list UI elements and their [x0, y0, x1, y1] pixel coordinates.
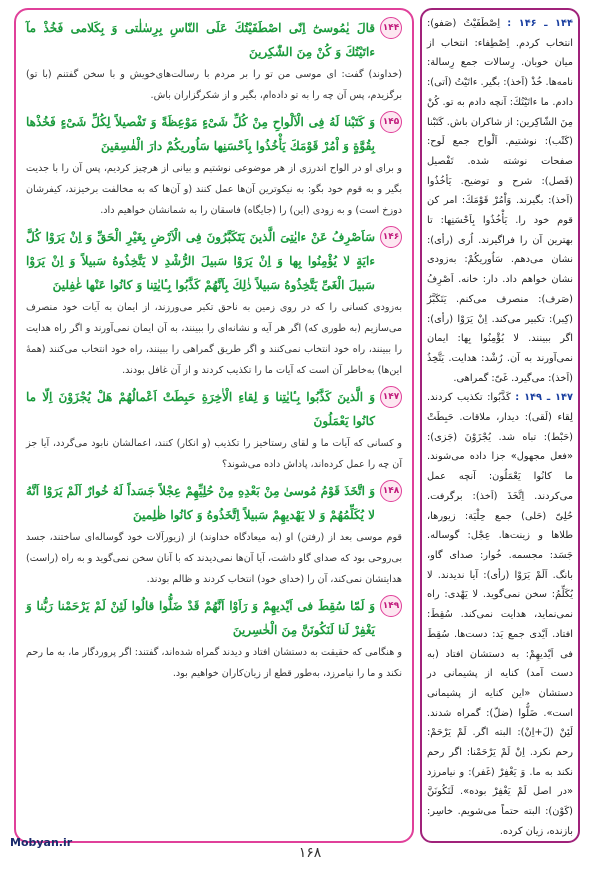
verse-number-badge: ۱۴۵	[380, 111, 402, 133]
verse-number-badge: ۱۴۹	[380, 595, 402, 617]
verses-panel	[14, 8, 414, 843]
glossary-heading: ۱۴۴ ـ ۱۴۶ :	[507, 18, 573, 29]
verse-row	[26, 479, 402, 527]
verse-block	[26, 110, 402, 221]
verse-translation: (خداوند) گفت: اى موسى من تو را بر مردم با رسالت‌هاى‌خويش و با سخن گفتنم (با تو) برگزيدم، پس آن چه را به تو داده‌ام، بگير و از شكرگزاران باش.	[26, 69, 402, 101]
verse-row	[26, 110, 402, 158]
glossary-text: كَذَّبُوا: تكذيب كردند. لِقاء (لَقى): ديدار، ملاقات. حَبِطَتْ (حَبْط): تباه شد. يُجْزَوْنَ (جَزى): «فعل مجهول» جزا داده مى‌شوند. ما كانُوا يَعْمَلُون: آنچه عمل مى‌كردند. اِتَّخَذَ (اَخذ): برگرفت. حُلِىّ (حَلى) جمع حِلْيَة: زيورها، طلاها و زينت‌ها. عِجْل: گوساله. جَسَد: مجسمه. خُوار: صداى گاو، بانگ. اَلَمْ يَرَوْا (رأى): آيا نديدند. لا يُكَلِّمُ: سخن نمى‌گويد. لا يَهْدى: راه نمى‌نمايد، هدايت نمى‌كند. سُقِطَ: افتاد. اَيْدى جمع يَد: دست‌ها. سُقِطَ فى اَيْديهِمْ: به دستشان افتاد (به دست آمد) كنايه از پشيمانى در دستشان «اين كنايه از پشيمانى است». ضَلُّوا (ضلّ): گمراه شدند. لَئِنْ (لَ+اِنْ): البته اگر. لَمْ يَرْحَمْ: رحم نكرد. اِنْ لَمْ يَرْحَمْنا: اگر رحم نكند به ما. وَ يَغْفِرْ (غَفر): و نيامرزد «در اصل لَمْ يَغْفِرْ بوده». لَنَكُونَنَّ (كَوْن): البته حتماً مى‌شويم. خاسِر: بازنده، زيان كرده.	[427, 392, 573, 837]
verse-translation: قوم موسى بعد از (رفتن) او (به ميعادگاه خداوند) از (زيورآلات خود گوساله‌اى ساختند، جسد بى‌روحى بود كه صداى گاو داشت، آيا آن‌ها نمى‌ديدند كه با آنان سخن نمى‌گويد و به راه (راست) هدايتشان نمى‌كند، آن را (خداى خود) انتخاب كردند و ظالم بودند.	[26, 532, 402, 585]
page-number: ۱۶۸	[298, 845, 322, 861]
verse-number-badge: ۱۴۷	[380, 386, 402, 408]
glossary-heading: ۱۴۷ ـ ۱۴۹ :	[515, 392, 573, 404]
site-watermark: Mobyan.ir	[10, 836, 73, 849]
verse-translation: و هنگامى كه حقيقت به دستشان افتاد و ديدند گمراه شده‌اند، گفتند: اگر پروردگار ما، به ما رحم نكند و ما را نيامرزد، به‌طور قطع از زيان‌كاران خواهيم بود.	[26, 647, 402, 679]
glossary-section	[427, 14, 573, 388]
verse-number-badge: ۱۴۶	[380, 226, 402, 248]
verse-number-badge: ۱۴۴	[380, 17, 402, 39]
verse-row	[26, 385, 402, 433]
verse-translation: و براى او در الواح اندرزى از هر موضوعى نوشتيم و بيانى از هرچيز كرديم، پس آن را با جديت بگير و به قوم خود بگو: به نيكوترين آن‌ها عمل كنند (و آن‌ها كه به مخالفت برخيزند، كيفرشان دوزخ است) و به زودى (اين) را (جايگاه) فاسقان را به شمانشان خواهيم داد.	[26, 163, 402, 216]
glossary-panel	[420, 8, 580, 843]
verse-block	[26, 225, 402, 381]
verse-translation: و كسانى كه آيات ما و لقاى رستاخيز را تكذيب (و انكار) كنند، اعمالشان نابود مى‌گردد، آيا جز آن چه را عمل كرده‌اند، پاداش داده مى‌شوند؟	[26, 438, 402, 470]
arabic-verse: وَ كَتَبْنا لَهُ فِى الْاَلْواحِ مِنْ كُلِّ شَىْءٍ مَوْعِظَةً وَ تَفْصيلاً لِكُلِّ شَىْءٍ فَخُذْها بِقُوَّةٍ وَ اْمُرْ قَوْمَكَ يَأْخُذُوا بِاَحْسَنِها سَاُوريكُمْ دارَ الْفٰسِقينَ	[26, 115, 375, 153]
verse-number-badge: ۱۴۸	[380, 480, 402, 502]
verse-row	[26, 594, 402, 642]
glossary-text: اِصْطَفَيْتُ (صَفو): انتخاب كردم. اِصْطِفاء: انتخاب از ميان خوبان. رِسالات جمع رِسالة: نامه‌ها. خُذْ (اَخذ): بگير. ءاتَيْتُ (اَتى): دادم. ما ءاتَيْتُكَ: آنچه دادم به تو. كُنْ مِنَ الشّاكِرين: از شاكران باش. كَتَبْنا (كَتْب): نوشتيم. اَلْواح جمع لَوح: صفحات نوشته شده. تَفْصيل (فَصل): شرح و توضيح. يَأخُذُوا (اَخذ): بگيرند. وَاْمُرْ قَوْمَكَ: امر كن قوم خود را. يَأْخُذُوا بِاَحْسَنِها: تا بهترين آن را فراگيرند. اُرى (رأى): نشان مى‌دهم. سَاُوريكُمْ: به‌زودى نشان خواهم داد. دار: خانه. اَصْرِفُ (صَرف): منصرف مى‌كنم. يَتَكَبَّرُ (كِبر): تكبير مى‌كند. اِنْ يَرَوْا (رأى): اگر ببينند. لا يُؤْمِنُوا بِها: ايمان نمى‌آورند به آن. رُشْد: هدايت. يَتَّخِذُ (اَخذ): مى‌گيرد. غَىّ: گمراهى.	[427, 18, 573, 384]
arabic-verse: وَ الَّذينَ كَذَّبُوا بِـٔايٰتِنا وَ لِقاءِ الْاٰخِرَةِ حَبِطَتْ اَعْمالُهُمْ هَلْ يُجْزَوْنَ اِلّا ما كانُوا يَعْمَلُونَ	[26, 390, 375, 428]
arabic-verse: وَ اتَّخَذَ قَوْمُ مُوسىٰ مِنْ بَعْدِهِ مِنْ حُلِيِّهِمْ عِجْلاً جَسَداً لَهُ خُوارٌ اَلَمْ يَرَوْا اَنَّهُ لا يُكَلِّمُهُمْ وَ لا يَهْديهِمْ سَبيلاً اِتَّخَذُوهُ وَ كانُوا ظٰلِمينَ	[26, 484, 375, 522]
verse-block	[26, 479, 402, 590]
glossary-section	[427, 388, 573, 841]
verse-block	[26, 385, 402, 475]
verse-translation: به‌زودى كسانى را كه در روى زمين به ناحق تكبر مى‌ورزند، از ايمان به آيات خود منصرف مى‌سازيم (به طورى كه) اگر هر آيه و نشانه‌اى را ببينند، به آن ايمان نمى‌آورند و اگر راه هدايت را ببينند، راه خود انتخاب نمى‌كنند و اگر طريق گمراهى را ببينند، راه خود انتخاب مى‌كنند (همهٔ اين‌ها) به‌خاطر آن است كه آيات ما را تكذيب كردند و از آن غافل بودند.	[26, 302, 402, 376]
verse-row	[26, 16, 402, 64]
verse-block	[26, 594, 402, 684]
arabic-verse: قالَ يٰمُوسىٰٓ اِنّى اصْطَفَيْتُكَ عَلَى النّاسِ بِرِسٰلٰتى وَ بِكَلامى فَخُذْ مآ ءاتَيْتُكَ وَ كُنْ مِنَ الشّٰكِرينَ	[26, 21, 375, 59]
page-frame	[14, 8, 582, 843]
arabic-verse: وَ لَمّا سُقِطَ فى اَيْديهِمْ وَ رَاَوْا اَنَّهُمْ قَدْ ضَلُّوا قالُوا لَئِنْ لَمْ يَرْحَمْنا رَبُّنا وَ يَغْفِرْ لَنا لَنَكُونَنَّ مِنَ الْخٰسِرينَ	[26, 599, 375, 637]
verse-row	[26, 225, 402, 297]
verse-block	[26, 16, 402, 106]
arabic-verse: سَاَصْرِفُ عَنْ ءايٰتِىَ الَّذينَ يَتَكَبَّرُونَ فِى الْاَرْضِ بِغَيْرِ الْحَقِّ وَ اِنْ يَرَوْا كُلَّ ءايَةٍ لا يُؤْمِنُوا بِها وَ اِنْ يَرَوْا سَبيلَ الرُّشْدِ لا يَتَّخِذُوهُ سَبيلاً وَ اِنْ يَرَوْا سَبيلَ الْغَىِّ يَتَّخِذُوهُ سَبيلاً ذٰلِكَ بِاَنَّهُمْ كَذَّبُوا بِـٔايٰتِنا وَ كانُوا عَنْها غٰفِلينَ	[26, 230, 375, 292]
